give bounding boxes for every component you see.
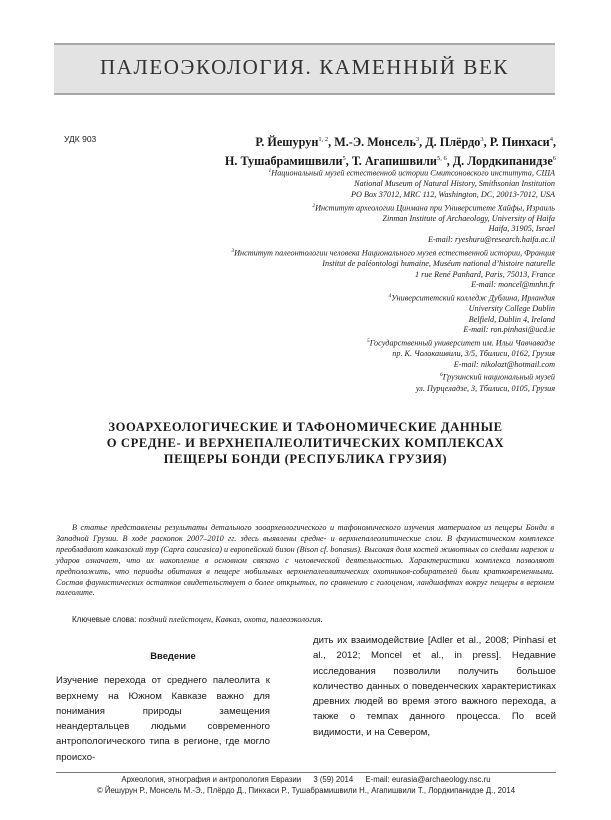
footer-divider [56, 772, 556, 773]
journal-name: Археология, этнография и антропология Евразии [121, 775, 302, 784]
keywords-label: Ключевые слова: [72, 615, 137, 624]
affiliation-line [85, 336, 555, 349]
affil-number: 5 [367, 337, 370, 344]
author-name: Д. Плёрдо [425, 135, 481, 150]
keywords [72, 615, 323, 624]
section-header-band [54, 43, 555, 95]
footer-copyright: © Йешурун Р., Монсель М.-Э., Плёрдо Д., Пинхаси Р., Тушабрамишвили Н., Агапишвили Т., Лордкипанидзе Д., 2014 [96, 786, 516, 795]
affiliation-line: пр. К. Чолокашвили, 3/5, Тбилиси, 0162, Грузия [392, 349, 555, 359]
affiliation-line: PO Box 37012, MRC 112, Washington, DC, 20013-7012, USA [351, 189, 555, 199]
affil-number: 1 [268, 168, 272, 174]
author-affil-ref: 6 [552, 154, 556, 162]
affiliation-line: Zinman Institute of Archaeology, University of Haifa [382, 213, 555, 223]
author-list [225, 132, 556, 169]
affil-number: 4 [388, 292, 392, 299]
affiliation-email[interactable]: E-mail: moncel@mnhn.fr [471, 280, 555, 290]
author-name: Н. Тушабрамишвили [224, 153, 343, 168]
author-affil-ref: 3 [415, 136, 420, 143]
affil-text: Институт археологии Цинмана при Университете Хайфы, Израиль [315, 203, 555, 213]
author-name: Т. Агапишвили [351, 153, 437, 168]
author-affil-ref: 3 [480, 136, 484, 143]
intro-heading: Введение [150, 650, 196, 661]
affil-text: Национальный музей естественной истории Смитсоновского института, США [271, 168, 555, 178]
abstract: В статье представлены результаты детального зооархеологического и тафономического изучения материалов из пещеры Бонди в Западной Грузии. В ходе раскопок 2007–2010 гг. здесь выявлены средне- и верхнепалеолитические слои. В фаунистическом комплексе преобладают кавказский тур (Capra caucasica) и европейский бизон (Bison cf. bonasus). Высокая доля костей животных со следами нарезок и ударов означает, что их накопление в основном связано с человеческой деятельностью. Характеристики комплекса позволяют предположить, что периоды обитания в пещере мобильных верхнепалеолитических охотников-собирателей были кратковременными. Состав фаунистических остатков свидетельствует о более открытых, по сравнению с голоценом, ландшафтах вокруг пещеры в верхнем палеолите. [56, 523, 554, 598]
author-name: Р. Пинхаси [489, 135, 550, 150]
intro-left-column [56, 648, 270, 765]
intro-left-text: Изучение перехода от среднего палеолита к верхнему на Южном Кавказе важно для понимания природы замещения неандертальцев людьми современного антропологического типа в регионе, где могло происхо- [56, 675, 270, 763]
author-name: М.-Э. Монсель [334, 135, 416, 150]
affiliation-line: Institut de paléontologi humaine, Muséum national d’histoire naturelle [322, 258, 555, 268]
affiliation-line: University College Dublin [468, 304, 555, 314]
affiliation-line [85, 291, 555, 304]
udk-code: УДК 903 [64, 134, 97, 144]
author-affil-ref: 4 [549, 136, 553, 143]
journal-issue: 3 (59) 2014 [313, 775, 354, 784]
affiliation-line [85, 370, 555, 383]
affiliation-line [85, 246, 555, 259]
article-title-line: ЗООАРХЕОЛОГИЧЕСКИЕ И ТАФОНОМИЧЕСКИЕ ДАННЫЕ [108, 420, 503, 434]
affil-text: Институт палеонтологии человека Национального музея естественной истории, Франция [234, 248, 555, 258]
affiliation-email[interactable]: E-mail: ryeshuru@research.haifa.ac.il [428, 235, 555, 245]
affil-number: 2 [312, 202, 316, 209]
author-affil-ref: 5, 6 [436, 154, 447, 162]
affil-text: Государственный университет им. Ильи Чавчавадзе [369, 338, 555, 348]
affiliation-line: National Museum of Natural History, Smithsonian Institution [354, 179, 555, 189]
affiliations-block [85, 166, 555, 394]
author-affil-ref: 1, 2 [318, 136, 329, 143]
article-title [60, 419, 551, 467]
affil-number: 6 [439, 372, 443, 379]
affiliation-email[interactable]: E-mail: ron.pinhasi@ucd.ie [463, 325, 555, 335]
affiliation-line [85, 166, 555, 179]
keywords-text: поздний плейстоцен, Кавказ, охота, палеоэкология. [138, 615, 323, 624]
affil-number: 3 [231, 247, 235, 254]
author-affil-ref: 5 [342, 154, 346, 162]
author-line-1: Р. Йешурун$^{1, 2}$, М.-Э. Монсель$^3$, Д. Плёрдо$^3$, Р. Пинхаси$^4$, [255, 135, 556, 150]
article-title-line: О СРЕДНЕ- И ВЕРХНЕПАЛЕОЛИТИЧЕСКИХ КОМПЛЕКСАХ [106, 436, 505, 450]
affiliation-email[interactable]: E-mail: nikolozt@hotmail.com [453, 359, 555, 369]
author-name: Д. Лордкипанидзе [452, 153, 553, 168]
author-name: Р. Йешурун [255, 135, 319, 150]
affiliation-line: ул. Пурцеладзе, 3, Тбилиси, 0105, Грузия [415, 383, 555, 393]
affiliation-line [85, 201, 555, 214]
affil-text: Университетский колледж Дублина, Ирландия [391, 293, 555, 303]
author-line-2: Н. Тушабрамишвили$^5$, Т. Агапишвили$^{5, 6}$, Д. Лордкипанидзе$^6$ [224, 153, 556, 168]
affiliation-line: Belfield, Dublin 4, Ireland [468, 314, 555, 324]
intro-right-text: дить их взаимодействие [Adler et al., 2008; Pinhasi et al., 2012; Moncel et al., in press]. Недавние исследования позволили получить большое количество данных о поведенческих характеристиках древних людей во время этого важного перехода, а также о темпах данного процесса. По всей видимости, и на Севером, [313, 635, 556, 738]
article-title-line: ПЕЩЕРЫ БОНДИ (РЕСПУБЛИКА ГРУЗИЯ) [163, 452, 448, 466]
journal-email[interactable]: E-mail: eurasia@archaeology.nsc.ru [365, 775, 491, 784]
affiliation-line: 1 rue René Panhard, Paris, 75013, France [415, 269, 555, 279]
section-title: ПАЛЕОЭКОЛОГИЯ. КАМЕННЫЙ ВЕК [99, 55, 510, 79]
intro-right-column [313, 633, 556, 740]
affiliation-line: Haifa, 31905, Israel [488, 224, 555, 234]
affil-text: Грузинский национальный музей [442, 373, 555, 383]
footer-journal-line [56, 775, 556, 784]
